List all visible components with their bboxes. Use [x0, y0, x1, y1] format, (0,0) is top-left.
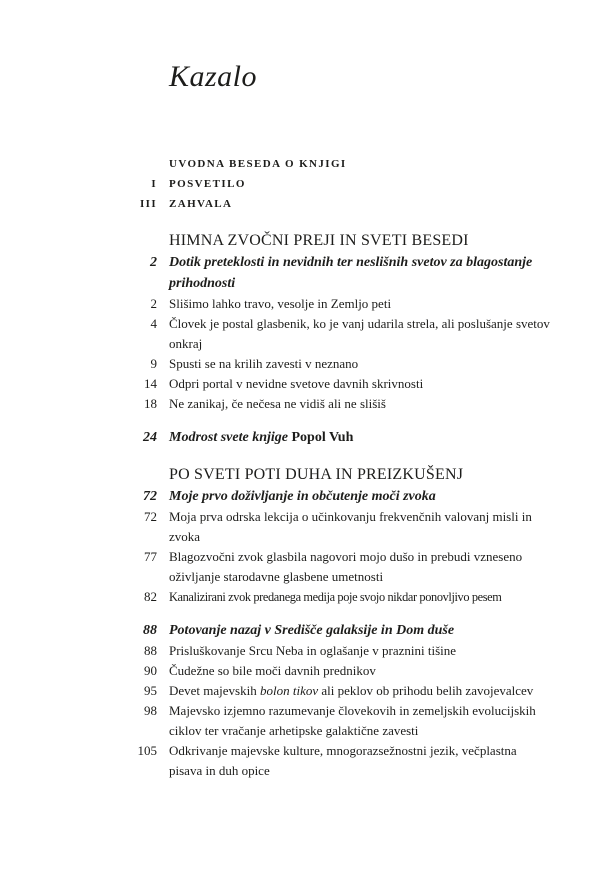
toc-entry-number: 72	[143, 489, 157, 504]
toc-entry-number: 105	[137, 743, 157, 758]
toc-entry-number: 18	[144, 396, 157, 411]
toc-entry-label: Potovanje nazaj v Središče galaksije in Dom duše	[169, 623, 455, 638]
toc-entry-label: Čudežne so bile moči davnih prednikov	[169, 663, 376, 678]
toc-entry-number: 24	[143, 430, 157, 445]
toc-entry-number: 98	[144, 703, 157, 718]
toc-kicker-heading	[0, 154, 611, 174]
toc-entry	[0, 661, 611, 681]
toc-entry	[0, 641, 611, 661]
toc-entry-number: 77	[144, 549, 157, 564]
toc-entry-label: Moja prva odrska lekcija o učinkovanju frekvenčnih valovanj misli in zvoka	[169, 509, 532, 544]
toc-entry	[0, 294, 611, 314]
toc-entry-number: 88	[144, 643, 157, 658]
toc-entry-label: Majevsko izjemno razumevanje človekovih in zemeljskih evolucijskih ciklov ter vračanje arhetipske galaktične zavesti	[169, 703, 536, 738]
toc-entry-number: 14	[144, 376, 157, 391]
toc-entry-number: III	[139, 198, 157, 210]
toc-entry-label	[169, 681, 551, 701]
toc-entry-number: 9	[150, 356, 157, 371]
toc-part-heading	[0, 229, 611, 252]
toc-entry-number: 90	[144, 663, 157, 678]
toc-part-title: HIMNA ZVOČNI PREJI IN SVETI BESEDI	[169, 232, 469, 249]
toc-entry-segment: bolon tikov	[259, 683, 319, 698]
toc-chapter-entry	[0, 252, 611, 294]
toc-entry-label: Odpri portal v nevidne svetove davnih skrivnosti	[169, 376, 424, 391]
toc-entry-label: UVODNA BESEDA O KNJIGI	[169, 158, 347, 170]
toc-entry-label	[169, 427, 551, 448]
toc-entry-number: I	[151, 178, 157, 190]
toc-list	[0, 154, 611, 781]
toc-entry	[0, 681, 611, 701]
toc-entry-label: Prisluškovanje Srcu Neba in oglašanje v praznini tišine	[169, 643, 457, 658]
toc-entry	[0, 741, 611, 781]
toc-entry-zahvala	[0, 194, 611, 214]
toc-entry-label: POSVETILO	[169, 178, 246, 190]
toc-entry	[0, 587, 611, 607]
toc-entry-label: Ne zanikaj, če nečesa ne vidiš ali ne slišiš	[169, 396, 386, 411]
toc-entry	[0, 547, 611, 587]
toc-entry-label: Blagozvočni zvok glasbila nagovori mojo dušo in prebudi vzneseno oživljanje starodavne glasbene umetnosti	[169, 549, 523, 584]
toc-entry-number: 4	[150, 316, 157, 331]
toc-chapter-entry	[0, 427, 611, 448]
toc-entry	[0, 374, 611, 394]
toc-entry-label: ZAHVALA	[169, 198, 233, 210]
toc-entry-number: 95	[144, 683, 157, 698]
toc-entry-label: Slišimo lahko travo, vesolje in Zemljo peti	[169, 296, 392, 311]
toc-part-title: PO SVETI POTI DUHA IN PREIZKUŠENJ	[169, 466, 464, 483]
toc-chapter-entry	[0, 620, 611, 641]
toc-entry	[0, 507, 611, 547]
toc-entry	[0, 701, 611, 741]
toc-entry-number: 2	[150, 296, 157, 311]
toc-entry-segment: Devet majevskih	[169, 683, 260, 698]
toc-entry-segment: ali peklov ob prihodu belih zavojevalcev	[318, 683, 534, 698]
toc-entry-label: Kanalizirani zvok predanega medija poje svojo nikdar ponovljivo pesem	[169, 589, 502, 604]
toc-entry-segment: Modrost svete knjige	[169, 430, 292, 445]
toc-entry-segment: Popol Vuh	[291, 430, 354, 445]
toc-chapter-entry	[0, 486, 611, 507]
toc-entry-number: 88	[143, 623, 157, 638]
toc-entry-label: Dotik preteklosti in nevidnih ter neslišnih svetov za blagostanje prihodnosti	[169, 255, 533, 291]
toc-part-heading	[0, 463, 611, 486]
toc-entry	[0, 314, 611, 354]
toc-entry	[0, 394, 611, 414]
toc-entry-number: 82	[144, 589, 157, 604]
page-title: Kazalo	[169, 60, 258, 93]
toc-entry-label: Spusti se na krilih zavesti v neznano	[169, 356, 359, 371]
toc-entry-label: Človek je postal glasbenik, ko je vanj udarila strela, ali poslušanje svetov onkraj	[169, 316, 550, 351]
toc-entry-number: 2	[150, 255, 157, 270]
toc-entry-number: 72	[144, 509, 157, 524]
toc-entry	[0, 354, 611, 374]
toc-entry-label: Odkrivanje majevske kulture, mnogorazsežnostni jezik, večplastna pisava in duh opice	[169, 743, 517, 778]
toc-entry-label: Moje prvo doživljanje in občutenje moči zvoka	[169, 489, 436, 504]
toc-entry-posvetilo	[0, 174, 611, 194]
